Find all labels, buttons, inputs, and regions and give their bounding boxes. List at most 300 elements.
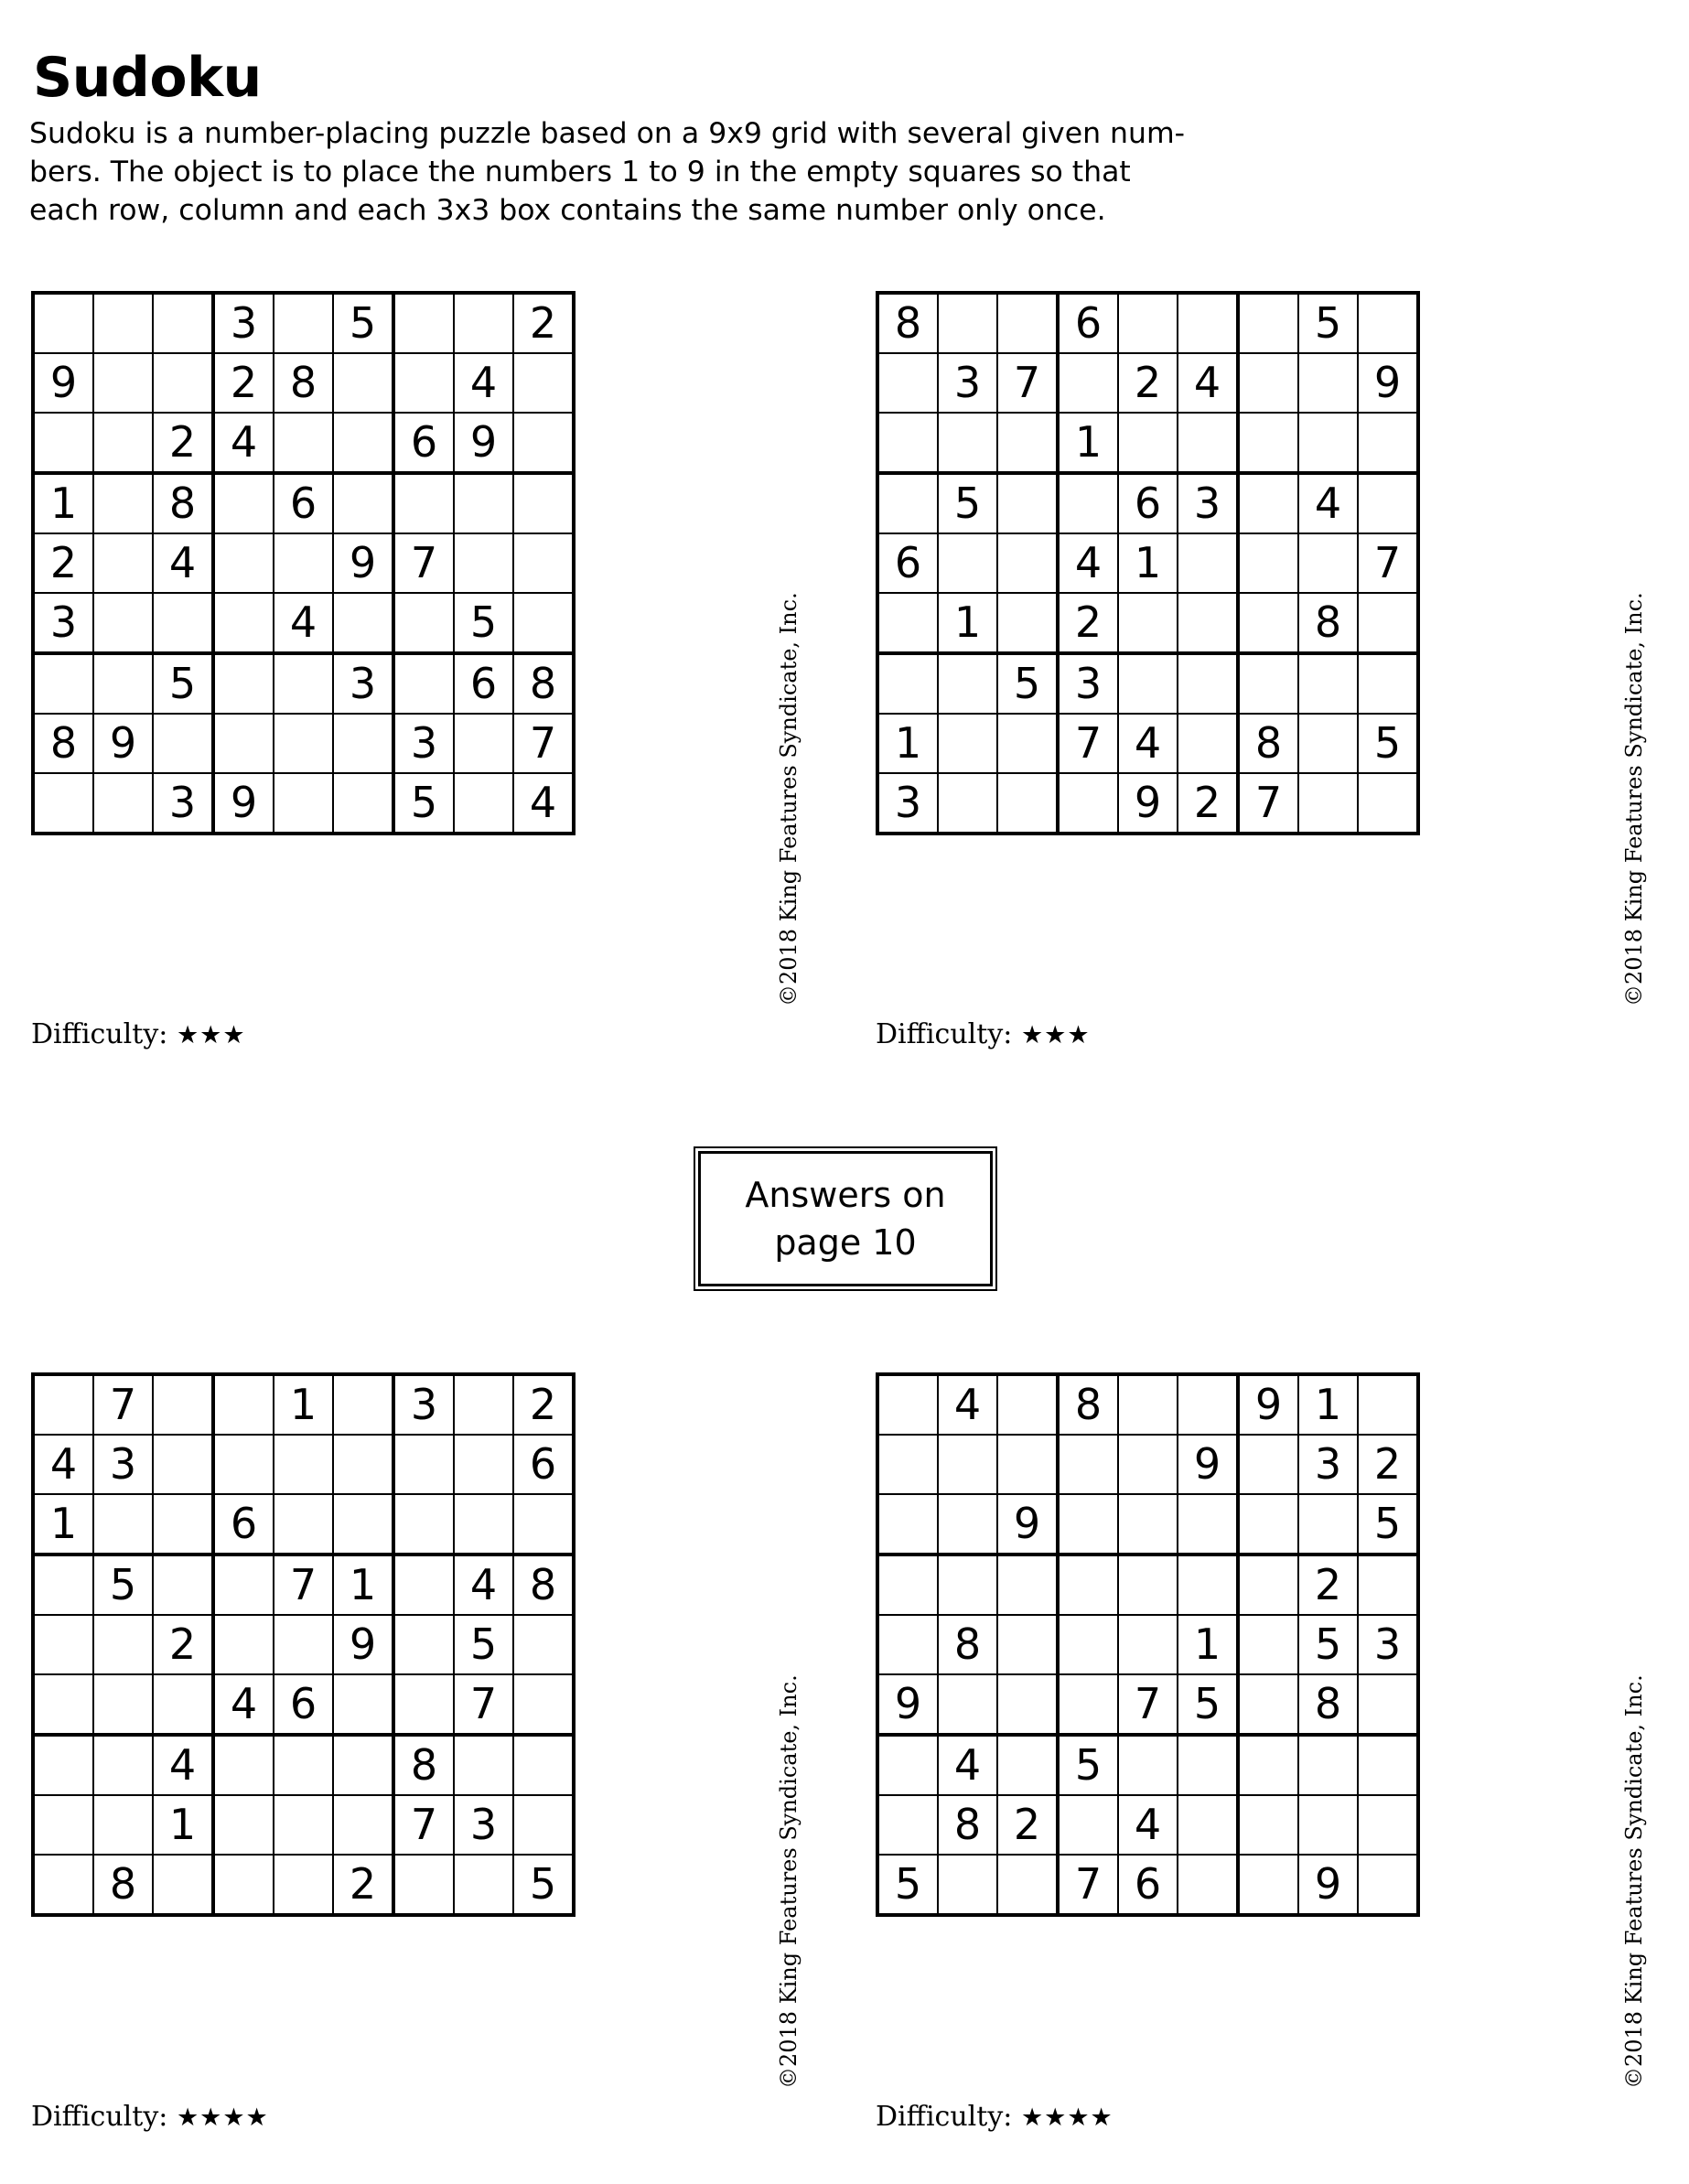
sudoku-given-cell[interactable]: 7 <box>1058 714 1118 773</box>
sudoku-empty-cell[interactable] <box>333 1674 393 1735</box>
sudoku-empty-cell[interactable] <box>1358 593 1418 653</box>
sudoku-given-cell[interactable]: 7 <box>454 1674 513 1735</box>
sudoku-empty-cell[interactable] <box>1118 1555 1178 1615</box>
sudoku-given-cell[interactable]: 3 <box>213 293 274 353</box>
sudoku-empty-cell[interactable] <box>153 1494 213 1555</box>
sudoku-empty-cell[interactable] <box>513 353 574 413</box>
sudoku-given-cell[interactable]: 4 <box>213 1674 274 1735</box>
sudoku-empty-cell[interactable] <box>877 413 938 473</box>
sudoku-given-cell[interactable]: 1 <box>274 1374 333 1435</box>
sudoku-empty-cell[interactable] <box>1298 653 1358 714</box>
sudoku-given-cell[interactable]: 5 <box>938 473 997 533</box>
sudoku-empty-cell[interactable] <box>1178 653 1238 714</box>
sudoku-empty-cell[interactable] <box>93 1615 153 1674</box>
sudoku-given-cell[interactable]: 8 <box>33 714 93 773</box>
sudoku-empty-cell[interactable] <box>1298 1795 1358 1855</box>
sudoku-given-cell[interactable]: 4 <box>938 1374 997 1435</box>
sudoku-empty-cell[interactable] <box>1238 1795 1298 1855</box>
sudoku-grid[interactable] <box>31 291 576 835</box>
sudoku-empty-cell[interactable] <box>1058 1674 1118 1735</box>
sudoku-given-cell[interactable]: 2 <box>1118 353 1178 413</box>
sudoku-empty-cell[interactable] <box>454 533 513 593</box>
sudoku-given-cell[interactable]: 4 <box>274 593 333 653</box>
sudoku-empty-cell[interactable] <box>1298 533 1358 593</box>
sudoku-empty-cell[interactable] <box>1178 413 1238 473</box>
sudoku-given-cell[interactable]: 5 <box>93 1555 153 1615</box>
sudoku-given-cell[interactable]: 5 <box>393 773 454 834</box>
sudoku-empty-cell[interactable] <box>333 1374 393 1435</box>
sudoku-empty-cell[interactable] <box>93 653 153 714</box>
sudoku-empty-cell[interactable] <box>877 1615 938 1674</box>
sudoku-empty-cell[interactable] <box>153 1555 213 1615</box>
sudoku-empty-cell[interactable] <box>1358 1735 1418 1795</box>
sudoku-empty-cell[interactable] <box>1358 773 1418 834</box>
sudoku-given-cell[interactable]: 7 <box>1058 1855 1118 1915</box>
sudoku-given-cell[interactable]: 4 <box>1118 714 1178 773</box>
sudoku-empty-cell[interactable] <box>938 1674 997 1735</box>
sudoku-given-cell[interactable]: 2 <box>213 353 274 413</box>
sudoku-empty-cell[interactable] <box>454 473 513 533</box>
puzzle-bottom-right[interactable] <box>876 1372 1420 1917</box>
sudoku-given-cell[interactable]: 9 <box>33 353 93 413</box>
sudoku-empty-cell[interactable] <box>997 1555 1058 1615</box>
sudoku-empty-cell[interactable] <box>1178 1555 1238 1615</box>
sudoku-empty-cell[interactable] <box>877 1735 938 1795</box>
sudoku-given-cell[interactable]: 8 <box>938 1615 997 1674</box>
sudoku-given-cell[interactable]: 3 <box>454 1795 513 1855</box>
sudoku-empty-cell[interactable] <box>33 1374 93 1435</box>
sudoku-empty-cell[interactable] <box>454 773 513 834</box>
sudoku-empty-cell[interactable] <box>1358 653 1418 714</box>
sudoku-empty-cell[interactable] <box>213 714 274 773</box>
sudoku-empty-cell[interactable] <box>153 293 213 353</box>
sudoku-empty-cell[interactable] <box>997 1855 1058 1915</box>
sudoku-given-cell[interactable]: 1 <box>33 1494 93 1555</box>
sudoku-empty-cell[interactable] <box>274 533 333 593</box>
sudoku-given-cell[interactable]: 2 <box>153 413 213 473</box>
sudoku-given-cell[interactable]: 2 <box>1058 593 1118 653</box>
sudoku-empty-cell[interactable] <box>333 353 393 413</box>
sudoku-empty-cell[interactable] <box>1358 473 1418 533</box>
sudoku-given-cell[interactable]: 2 <box>33 533 93 593</box>
sudoku-empty-cell[interactable] <box>938 293 997 353</box>
sudoku-empty-cell[interactable] <box>93 293 153 353</box>
sudoku-empty-cell[interactable] <box>997 293 1058 353</box>
sudoku-empty-cell[interactable] <box>274 653 333 714</box>
sudoku-empty-cell[interactable] <box>1298 353 1358 413</box>
sudoku-empty-cell[interactable] <box>997 1735 1058 1795</box>
sudoku-empty-cell[interactable] <box>997 1615 1058 1674</box>
sudoku-empty-cell[interactable] <box>274 413 333 473</box>
sudoku-given-cell[interactable]: 9 <box>93 714 153 773</box>
sudoku-empty-cell[interactable] <box>1178 293 1238 353</box>
sudoku-empty-cell[interactable] <box>33 1735 93 1795</box>
sudoku-empty-cell[interactable] <box>1058 473 1118 533</box>
sudoku-empty-cell[interactable] <box>1118 1435 1178 1494</box>
sudoku-empty-cell[interactable] <box>1118 1374 1178 1435</box>
sudoku-given-cell[interactable]: 9 <box>213 773 274 834</box>
sudoku-grid[interactable] <box>876 291 1420 835</box>
sudoku-given-cell[interactable]: 3 <box>393 714 454 773</box>
sudoku-empty-cell[interactable] <box>1298 413 1358 473</box>
sudoku-given-cell[interactable]: 6 <box>877 533 938 593</box>
sudoku-empty-cell[interactable] <box>938 1494 997 1555</box>
sudoku-empty-cell[interactable] <box>513 1615 574 1674</box>
sudoku-given-cell[interactable]: 6 <box>213 1494 274 1555</box>
sudoku-given-cell[interactable]: 9 <box>333 533 393 593</box>
sudoku-empty-cell[interactable] <box>997 1374 1058 1435</box>
sudoku-empty-cell[interactable] <box>454 293 513 353</box>
sudoku-given-cell[interactable]: 8 <box>153 473 213 533</box>
sudoku-empty-cell[interactable] <box>33 1555 93 1615</box>
sudoku-empty-cell[interactable] <box>274 1735 333 1795</box>
sudoku-given-cell[interactable]: 5 <box>1358 1494 1418 1555</box>
sudoku-empty-cell[interactable] <box>1358 1374 1418 1435</box>
sudoku-empty-cell[interactable] <box>938 413 997 473</box>
sudoku-empty-cell[interactable] <box>93 533 153 593</box>
sudoku-given-cell[interactable]: 2 <box>513 1374 574 1435</box>
sudoku-empty-cell[interactable] <box>93 1494 153 1555</box>
sudoku-given-cell[interactable]: 2 <box>1358 1435 1418 1494</box>
sudoku-empty-cell[interactable] <box>938 714 997 773</box>
sudoku-empty-cell[interactable] <box>1058 1615 1118 1674</box>
sudoku-empty-cell[interactable] <box>333 473 393 533</box>
sudoku-empty-cell[interactable] <box>938 1435 997 1494</box>
sudoku-empty-cell[interactable] <box>213 1855 274 1915</box>
sudoku-empty-cell[interactable] <box>33 1615 93 1674</box>
sudoku-empty-cell[interactable] <box>454 1494 513 1555</box>
sudoku-given-cell[interactable]: 8 <box>877 293 938 353</box>
sudoku-empty-cell[interactable] <box>1118 1615 1178 1674</box>
sudoku-given-cell[interactable]: 1 <box>33 473 93 533</box>
sudoku-given-cell[interactable]: 4 <box>213 413 274 473</box>
sudoku-given-cell[interactable]: 4 <box>513 773 574 834</box>
sudoku-empty-cell[interactable] <box>1358 1674 1418 1735</box>
sudoku-grid[interactable] <box>31 1372 576 1917</box>
sudoku-given-cell[interactable]: 3 <box>877 773 938 834</box>
sudoku-empty-cell[interactable] <box>333 593 393 653</box>
sudoku-empty-cell[interactable] <box>213 653 274 714</box>
sudoku-empty-cell[interactable] <box>33 1795 93 1855</box>
sudoku-given-cell[interactable]: 6 <box>1058 293 1118 353</box>
sudoku-given-cell[interactable]: 9 <box>1238 1374 1298 1435</box>
sudoku-empty-cell[interactable] <box>93 1735 153 1795</box>
sudoku-empty-cell[interactable] <box>333 1494 393 1555</box>
sudoku-empty-cell[interactable] <box>877 1374 938 1435</box>
sudoku-empty-cell[interactable] <box>393 1494 454 1555</box>
sudoku-given-cell[interactable]: 6 <box>393 413 454 473</box>
sudoku-given-cell[interactable]: 4 <box>153 1735 213 1795</box>
sudoku-empty-cell[interactable] <box>997 714 1058 773</box>
sudoku-empty-cell[interactable] <box>877 1555 938 1615</box>
sudoku-given-cell[interactable]: 9 <box>1298 1855 1358 1915</box>
sudoku-given-cell[interactable]: 1 <box>877 714 938 773</box>
sudoku-empty-cell[interactable] <box>333 1435 393 1494</box>
sudoku-empty-cell[interactable] <box>274 773 333 834</box>
sudoku-given-cell[interactable]: 6 <box>1118 473 1178 533</box>
sudoku-given-cell[interactable]: 5 <box>1178 1674 1238 1735</box>
sudoku-empty-cell[interactable] <box>93 773 153 834</box>
sudoku-given-cell[interactable]: 2 <box>997 1795 1058 1855</box>
sudoku-given-cell[interactable]: 2 <box>153 1615 213 1674</box>
sudoku-empty-cell[interactable] <box>33 653 93 714</box>
sudoku-given-cell[interactable]: 9 <box>454 413 513 473</box>
sudoku-given-cell[interactable]: 7 <box>997 353 1058 413</box>
sudoku-empty-cell[interactable] <box>93 413 153 473</box>
sudoku-given-cell[interactable]: 4 <box>1298 473 1358 533</box>
sudoku-empty-cell[interactable] <box>393 293 454 353</box>
sudoku-empty-cell[interactable] <box>393 1435 454 1494</box>
sudoku-given-cell[interactable]: 5 <box>1358 714 1418 773</box>
sudoku-given-cell[interactable]: 4 <box>33 1435 93 1494</box>
sudoku-empty-cell[interactable] <box>93 1795 153 1855</box>
sudoku-empty-cell[interactable] <box>1358 293 1418 353</box>
sudoku-empty-cell[interactable] <box>1358 1555 1418 1615</box>
sudoku-empty-cell[interactable] <box>938 1855 997 1915</box>
sudoku-empty-cell[interactable] <box>33 773 93 834</box>
sudoku-empty-cell[interactable] <box>513 1735 574 1795</box>
sudoku-empty-cell[interactable] <box>393 473 454 533</box>
sudoku-empty-cell[interactable] <box>997 473 1058 533</box>
sudoku-empty-cell[interactable] <box>1058 1555 1118 1615</box>
sudoku-given-cell[interactable]: 8 <box>393 1735 454 1795</box>
sudoku-empty-cell[interactable] <box>1118 593 1178 653</box>
sudoku-empty-cell[interactable] <box>213 1615 274 1674</box>
sudoku-empty-cell[interactable] <box>153 1674 213 1735</box>
sudoku-empty-cell[interactable] <box>997 533 1058 593</box>
sudoku-empty-cell[interactable] <box>93 593 153 653</box>
sudoku-empty-cell[interactable] <box>1058 1435 1118 1494</box>
sudoku-empty-cell[interactable] <box>513 1795 574 1855</box>
sudoku-given-cell[interactable]: 1 <box>1118 533 1178 593</box>
sudoku-given-cell[interactable]: 1 <box>153 1795 213 1855</box>
sudoku-empty-cell[interactable] <box>1178 1795 1238 1855</box>
sudoku-given-cell[interactable]: 5 <box>1298 293 1358 353</box>
sudoku-empty-cell[interactable] <box>877 1795 938 1855</box>
sudoku-empty-cell[interactable] <box>877 653 938 714</box>
sudoku-empty-cell[interactable] <box>1238 593 1298 653</box>
sudoku-empty-cell[interactable] <box>213 1795 274 1855</box>
sudoku-empty-cell[interactable] <box>393 353 454 413</box>
sudoku-empty-cell[interactable] <box>997 1674 1058 1735</box>
sudoku-given-cell[interactable]: 9 <box>1178 1435 1238 1494</box>
sudoku-given-cell[interactable]: 8 <box>274 353 333 413</box>
sudoku-empty-cell[interactable] <box>274 1855 333 1915</box>
sudoku-given-cell[interactable]: 9 <box>333 1615 393 1674</box>
sudoku-empty-cell[interactable] <box>153 1855 213 1915</box>
sudoku-empty-cell[interactable] <box>153 593 213 653</box>
sudoku-given-cell[interactable]: 5 <box>1058 1735 1118 1795</box>
sudoku-empty-cell[interactable] <box>1118 413 1178 473</box>
sudoku-empty-cell[interactable] <box>513 413 574 473</box>
sudoku-empty-cell[interactable] <box>454 1735 513 1795</box>
sudoku-given-cell[interactable]: 5 <box>997 653 1058 714</box>
sudoku-empty-cell[interactable] <box>1238 1855 1298 1915</box>
sudoku-empty-cell[interactable] <box>877 473 938 533</box>
sudoku-empty-cell[interactable] <box>213 533 274 593</box>
sudoku-empty-cell[interactable] <box>1238 653 1298 714</box>
sudoku-given-cell[interactable]: 8 <box>1298 1674 1358 1735</box>
sudoku-empty-cell[interactable] <box>997 593 1058 653</box>
puzzle-bottom-left[interactable] <box>31 1372 576 1917</box>
sudoku-empty-cell[interactable] <box>1358 1795 1418 1855</box>
sudoku-empty-cell[interactable] <box>938 1555 997 1615</box>
sudoku-empty-cell[interactable] <box>1118 653 1178 714</box>
sudoku-empty-cell[interactable] <box>1358 413 1418 473</box>
sudoku-given-cell[interactable]: 2 <box>1178 773 1238 834</box>
sudoku-empty-cell[interactable] <box>213 1555 274 1615</box>
sudoku-given-cell[interactable]: 9 <box>997 1494 1058 1555</box>
sudoku-empty-cell[interactable] <box>1298 1494 1358 1555</box>
sudoku-given-cell[interactable]: 5 <box>1298 1615 1358 1674</box>
sudoku-given-cell[interactable]: 5 <box>877 1855 938 1915</box>
sudoku-given-cell[interactable]: 7 <box>1238 773 1298 834</box>
sudoku-empty-cell[interactable] <box>997 1435 1058 1494</box>
sudoku-given-cell[interactable]: 1 <box>1298 1374 1358 1435</box>
sudoku-empty-cell[interactable] <box>997 773 1058 834</box>
sudoku-empty-cell[interactable] <box>393 1615 454 1674</box>
sudoku-empty-cell[interactable] <box>213 473 274 533</box>
sudoku-empty-cell[interactable] <box>1058 1795 1118 1855</box>
sudoku-empty-cell[interactable] <box>333 1795 393 1855</box>
sudoku-empty-cell[interactable] <box>333 413 393 473</box>
sudoku-empty-cell[interactable] <box>1058 353 1118 413</box>
sudoku-given-cell[interactable]: 2 <box>1298 1555 1358 1615</box>
sudoku-empty-cell[interactable] <box>393 1674 454 1735</box>
sudoku-empty-cell[interactable] <box>1178 593 1238 653</box>
sudoku-empty-cell[interactable] <box>274 1435 333 1494</box>
sudoku-empty-cell[interactable] <box>454 1435 513 1494</box>
sudoku-given-cell[interactable]: 4 <box>1118 1795 1178 1855</box>
sudoku-empty-cell[interactable] <box>393 593 454 653</box>
sudoku-given-cell[interactable]: 3 <box>93 1435 153 1494</box>
sudoku-empty-cell[interactable] <box>1358 1855 1418 1915</box>
sudoku-empty-cell[interactable] <box>877 593 938 653</box>
sudoku-empty-cell[interactable] <box>274 293 333 353</box>
sudoku-empty-cell[interactable] <box>333 714 393 773</box>
sudoku-empty-cell[interactable] <box>93 353 153 413</box>
sudoku-empty-cell[interactable] <box>1178 533 1238 593</box>
sudoku-given-cell[interactable]: 5 <box>513 1855 574 1915</box>
sudoku-given-cell[interactable]: 7 <box>93 1374 153 1435</box>
sudoku-empty-cell[interactable] <box>1058 773 1118 834</box>
sudoku-given-cell[interactable]: 1 <box>333 1555 393 1615</box>
sudoku-empty-cell[interactable] <box>454 1374 513 1435</box>
sudoku-given-cell[interactable]: 1 <box>938 593 997 653</box>
sudoku-given-cell[interactable]: 3 <box>938 353 997 413</box>
sudoku-given-cell[interactable]: 1 <box>1178 1615 1238 1674</box>
sudoku-empty-cell[interactable] <box>1178 1494 1238 1555</box>
sudoku-given-cell[interactable]: 8 <box>93 1855 153 1915</box>
sudoku-empty-cell[interactable] <box>1298 1735 1358 1795</box>
sudoku-given-cell[interactable]: 5 <box>454 593 513 653</box>
sudoku-empty-cell[interactable] <box>1238 1735 1298 1795</box>
sudoku-empty-cell[interactable] <box>213 1374 274 1435</box>
sudoku-given-cell[interactable]: 8 <box>1298 593 1358 653</box>
sudoku-given-cell[interactable]: 5 <box>454 1615 513 1674</box>
sudoku-given-cell[interactable]: 3 <box>1178 473 1238 533</box>
sudoku-given-cell[interactable]: 8 <box>513 1555 574 1615</box>
sudoku-given-cell[interactable]: 3 <box>1358 1615 1418 1674</box>
sudoku-empty-cell[interactable] <box>393 653 454 714</box>
sudoku-empty-cell[interactable] <box>454 1855 513 1915</box>
sudoku-empty-cell[interactable] <box>213 1435 274 1494</box>
sudoku-empty-cell[interactable] <box>877 1494 938 1555</box>
sudoku-empty-cell[interactable] <box>1118 1735 1178 1795</box>
sudoku-empty-cell[interactable] <box>513 1674 574 1735</box>
sudoku-empty-cell[interactable] <box>393 1855 454 1915</box>
sudoku-empty-cell[interactable] <box>93 473 153 533</box>
sudoku-given-cell[interactable]: 5 <box>153 653 213 714</box>
sudoku-given-cell[interactable]: 1 <box>1058 413 1118 473</box>
puzzle-top-left[interactable] <box>31 291 576 835</box>
sudoku-empty-cell[interactable] <box>33 293 93 353</box>
sudoku-empty-cell[interactable] <box>274 714 333 773</box>
sudoku-given-cell[interactable]: 7 <box>393 533 454 593</box>
sudoku-given-cell[interactable]: 4 <box>454 1555 513 1615</box>
sudoku-empty-cell[interactable] <box>274 1795 333 1855</box>
sudoku-empty-cell[interactable] <box>1238 1555 1298 1615</box>
sudoku-empty-cell[interactable] <box>1178 1855 1238 1915</box>
sudoku-empty-cell[interactable] <box>1178 1735 1238 1795</box>
sudoku-empty-cell[interactable] <box>938 653 997 714</box>
sudoku-empty-cell[interactable] <box>877 353 938 413</box>
sudoku-given-cell[interactable]: 2 <box>333 1855 393 1915</box>
sudoku-given-cell[interactable]: 3 <box>1058 653 1118 714</box>
sudoku-empty-cell[interactable] <box>274 1615 333 1674</box>
sudoku-given-cell[interactable]: 3 <box>33 593 93 653</box>
sudoku-given-cell[interactable]: 7 <box>1118 1674 1178 1735</box>
sudoku-empty-cell[interactable] <box>213 593 274 653</box>
sudoku-given-cell[interactable]: 3 <box>333 653 393 714</box>
sudoku-given-cell[interactable]: 4 <box>153 533 213 593</box>
sudoku-given-cell[interactable]: 2 <box>513 293 574 353</box>
sudoku-empty-cell[interactable] <box>1238 1615 1298 1674</box>
sudoku-grid[interactable] <box>876 1372 1420 1917</box>
sudoku-given-cell[interactable]: 7 <box>513 714 574 773</box>
sudoku-given-cell[interactable]: 8 <box>1238 714 1298 773</box>
sudoku-empty-cell[interactable] <box>393 1555 454 1615</box>
sudoku-given-cell[interactable]: 3 <box>393 1374 454 1435</box>
sudoku-given-cell[interactable]: 6 <box>274 473 333 533</box>
sudoku-given-cell[interactable]: 6 <box>513 1435 574 1494</box>
sudoku-empty-cell[interactable] <box>333 1735 393 1795</box>
sudoku-empty-cell[interactable] <box>1238 1674 1298 1735</box>
sudoku-given-cell[interactable]: 9 <box>1118 773 1178 834</box>
sudoku-given-cell[interactable]: 6 <box>454 653 513 714</box>
sudoku-empty-cell[interactable] <box>1178 714 1238 773</box>
sudoku-given-cell[interactable]: 4 <box>938 1735 997 1795</box>
sudoku-given-cell[interactable]: 6 <box>1118 1855 1178 1915</box>
sudoku-empty-cell[interactable] <box>1238 473 1298 533</box>
sudoku-empty-cell[interactable] <box>1238 413 1298 473</box>
sudoku-empty-cell[interactable] <box>1238 533 1298 593</box>
sudoku-given-cell[interactable]: 7 <box>274 1555 333 1615</box>
sudoku-given-cell[interactable]: 9 <box>1358 353 1418 413</box>
sudoku-given-cell[interactable]: 7 <box>393 1795 454 1855</box>
sudoku-empty-cell[interactable] <box>93 1674 153 1735</box>
sudoku-given-cell[interactable]: 7 <box>1358 533 1418 593</box>
sudoku-empty-cell[interactable] <box>333 773 393 834</box>
sudoku-given-cell[interactable]: 5 <box>333 293 393 353</box>
sudoku-empty-cell[interactable] <box>153 1374 213 1435</box>
sudoku-given-cell[interactable]: 8 <box>938 1795 997 1855</box>
sudoku-empty-cell[interactable] <box>213 1735 274 1795</box>
sudoku-empty-cell[interactable] <box>153 714 213 773</box>
sudoku-empty-cell[interactable] <box>1238 293 1298 353</box>
sudoku-empty-cell[interactable] <box>997 413 1058 473</box>
sudoku-empty-cell[interactable] <box>1298 714 1358 773</box>
